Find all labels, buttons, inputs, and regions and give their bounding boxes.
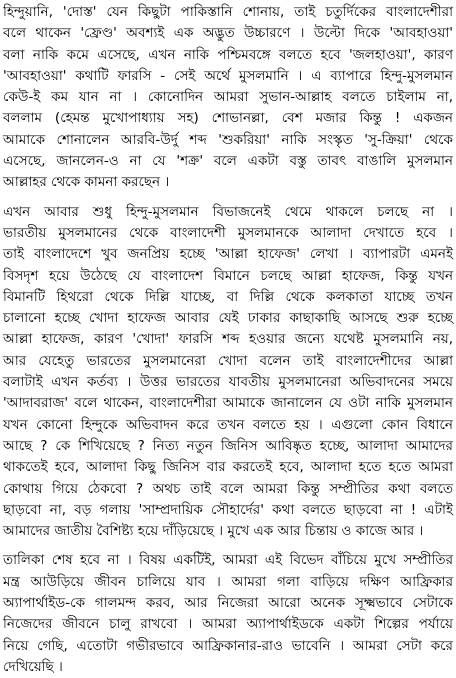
text-line: কোথায় গিয়ে ঠেকবো ? অথচ তাই বলে আমরা কিন্তু সম্প্রীতির কথা বলতে [3, 480, 453, 497]
text-line: এখন আবার শুধু হিন্দু-মুসলমান বিভাজনেই থেমে থাকলে চলছে না । [3, 203, 453, 220]
text-line: থাকতেই হবে, আলাদা কিছু জিনিস বার করতেই হবে, আলাদা হতে হতে আমরা [3, 459, 453, 476]
text-line: বলে থাকেন 'ফ্রেণ্ড' অবশ্যই এক অদ্ভুত উচ্চারণে । উল্টো দিকে 'আবহাওয়া' [3, 25, 453, 42]
text-line: এসেছে, জানলেন-ও না যে 'শক্র' বলে একটা বস্তু তাবৎ বাঙালি মুসলমান [3, 153, 453, 170]
text-line: আছে ? কে শিখিয়েছে ? নিত্য নতুন জিনিস আবিষ্কৃত হচ্ছে, আলাদা আমাদের [3, 437, 453, 454]
text-line: 'আদাবরাজ' বলে থাকেন, বাংলাদেশীরা আমাকে জানালেন যে ওটা নাকি মুসলমান [3, 395, 453, 412]
text-line: তালিকা শেষ হবে না । বিষয় একটিই, আমরা এই বিভেদ বাঁচিয়ে মুখে সম্প্রীতির [3, 552, 453, 569]
text-line: ছাড়বো না, বড় গলায় 'সাম্প্রদায়িক সৌহার্দের' কথা বলতে ছাড়বো না ! এটাই [3, 501, 453, 518]
paragraph-1 [3, 2, 453, 194]
text-line: তাই বাংলাদেশে খুব জনপ্রিয় হচ্ছে 'আল্লা হাফেজ' লেখা । ব্যাপারটা এমনই [3, 246, 453, 263]
text-line: বিসদৃশ হয়ে উঠেছে যে বাংলাদেশ বিমানে চলছে আল্লা হাফেজ, কিন্তু যখন [3, 267, 453, 284]
text-line: নিজেদের জীবনে চালু রাখবো । আমরা অ্যাপার্থাইডকে একটা শিল্পের পর্যায়ে [3, 616, 453, 633]
document-page [3, 2, 453, 675]
text-line: আল্লাহর থেকে কামনা করছেন । [3, 174, 170, 191]
text-line: যখন কোনো হিন্দুকে অভিবাদন করে তখন বলতে হয় । এগুলো কোন বিধানে [3, 416, 453, 433]
text-line: দেখিয়েছি । [3, 658, 63, 675]
text-line: অ্যাপার্থাইড-কে গালমন্দ করব, আর নিজেরা আরো অনেক সূক্ষ্মভাবে সেটাকে [3, 595, 453, 612]
text-line: বিমানটি হিথরো থেকে দিল্লি যাচ্ছে, বা দিল্লি থেকে কলকাতা যাচ্ছে তখন [3, 288, 453, 305]
text-line: বললাম (হেমন্ত মুখোপাধ্যায় সহ) শোভানল্লা, বেশ মজার কিন্তু ! একজন [3, 110, 453, 127]
paragraph-gap [3, 542, 453, 550]
paragraph-gap [3, 194, 453, 202]
text-line: মন্ত্র আউড়িয়ে জীবন চালিয়ে যাব । আমরা গলা বাড়িয়ে দক্ষিণ আফ্রিকার [3, 573, 453, 590]
text-line: আমাদের জাতীয় বৈশিষ্ট্য হয়ে দাঁড়িয়েছে । মুখে এক আর চিন্তায় ও কাজে আর । [3, 523, 424, 540]
text-line: আর যেহেতু ভারতের মুসলমানেরা খোদা বলেন তাই বাংলাদেশীদের আল্লা [3, 352, 453, 369]
text-line: ভারতীয় মুসলমানের থেকে বাংলাদেশী মুসলমানকে আলাদা দেখাতে হবে । [3, 224, 453, 241]
text-line: বলা নাকি কমে এসেছে, এখন নাকি পশ্চিমবঙ্গে বলতে হবে 'জলহাওয়া', কারণ [3, 46, 453, 63]
text-line: আল্লা হাফেজ, কারণ 'খোদা' ফারসি শব্দ হওয়ার জন্যে যথেষ্ট মুসলমানি নয়, [3, 331, 453, 348]
paragraph-3 [3, 550, 453, 678]
text-line: নিয়ে গেছি, এতোটা গভীরভাবে আফ্রিকানার-রাও ভাবেনি । আমরা সেটা করে [3, 637, 453, 654]
paragraph-2 [3, 202, 453, 543]
text-line: হিন্দুয়ানি, 'দোস্ত' যেন কিছুটা পাকিস্তানি শোনায়, তাই চতুর্দিকের বাংলাদেশীরা [3, 4, 453, 20]
text-line: আমাকে শোনালেন আরবি-উর্দু শব্দ 'শুকরিয়া' নাকি সংস্কৃত 'সু-ক্রিয়া' থেকে [3, 131, 453, 148]
text-line: বলাটাই এখন কর্তব্য । উত্তর ভারতের যাবতীয় মুসলমানেরা অভিবাদনের সময়ে [3, 374, 453, 391]
text-line: কেউ-ই কম যান না । কোনোদিন আমরা সুভান-আল্লাহ বলতে চাইলাম না, [3, 89, 453, 106]
text-line: চালানো হচ্ছে খোদা হাফেজ আবার যেই ঢাকার কাছাকাছি আসছে শুরু হচ্ছে [3, 310, 453, 327]
text-line: 'আবহাওয়া' কথাটি ফারসি - সেই অর্থে মুসলমানি । এ ব্যাপারে হিন্দু-মুসলমান [3, 67, 453, 84]
